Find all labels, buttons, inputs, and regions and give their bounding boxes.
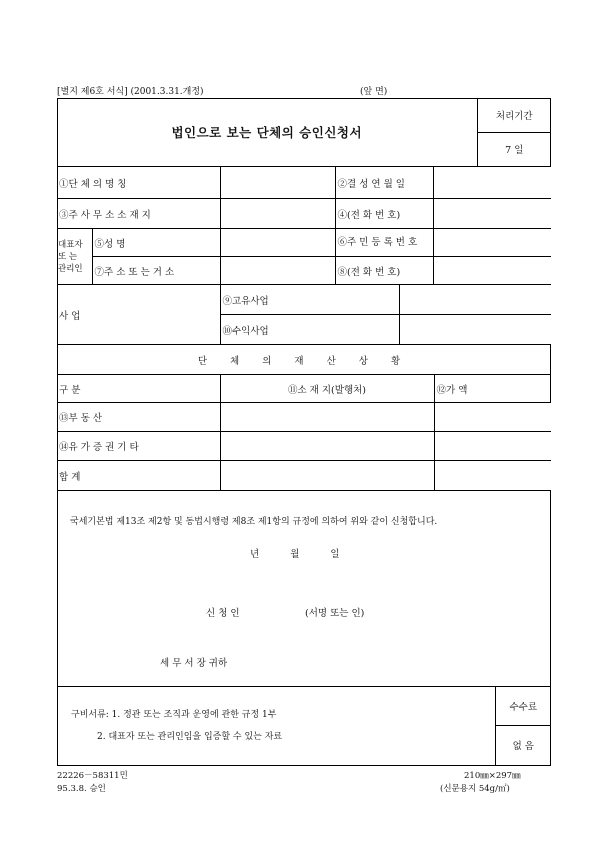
documents-fee-table	[57, 686, 551, 765]
rep-phone-field[interactable]	[433, 257, 551, 285]
rep-phone-label: ⑧(전 화 번 호)	[335, 257, 433, 285]
fee-label: 수수료	[495, 687, 551, 726]
form-title-cell	[57, 98, 477, 166]
location-header: ⑪소 재 지(발행처)	[220, 375, 434, 403]
office-address-label: ③주 사 무 소 소 재 지	[57, 199, 220, 229]
resident-number-field[interactable]	[433, 229, 551, 257]
paper-size: 210㎜×297㎜	[464, 771, 521, 781]
securities-location-field[interactable]	[220, 432, 434, 461]
fee-value: 없 음	[495, 726, 551, 765]
founding-date-field[interactable]	[433, 167, 551, 199]
office-phone-field[interactable]	[433, 199, 551, 229]
total-location-field[interactable]	[220, 461, 434, 491]
office-phone-label: ④(전 화 번 호)	[335, 199, 433, 229]
approval-date: 95.3.8. 승인	[57, 784, 106, 794]
title-block	[57, 98, 551, 167]
unique-business-field[interactable]	[399, 285, 551, 315]
required-documents-line2: 2. 대표자 또는 관리인임을 입증할 수 있는 자료	[97, 731, 283, 742]
date-line: 년 월 일	[250, 549, 354, 560]
assets-section-title-text: 단 체 의 재 산 상 황	[197, 355, 411, 367]
real-estate-value-field[interactable]	[434, 403, 551, 432]
office-address-field[interactable]	[220, 199, 335, 229]
declaration-text: 국세기본법 제13조 제2항 및 동법시행령 제8조 제1항의 규정에 의하여 위와 같이 신청합니다.	[70, 517, 438, 527]
addressee: 세 무 서 장 귀하	[160, 658, 228, 669]
profit-business-label: ⑩수익사업	[220, 315, 399, 345]
rep-name-label: ⑤성 명	[92, 229, 220, 257]
processing-period-label: 처리기간	[477, 98, 551, 132]
required-documents	[57, 687, 495, 765]
form-title: 법인으로 보는 단체의 승인신청서	[171, 124, 363, 140]
profit-business-field[interactable]	[399, 315, 551, 345]
form-code: 22226－58311민	[57, 771, 128, 781]
page-side-label: (앞 면)	[360, 87, 388, 97]
org-name-field[interactable]	[220, 167, 335, 199]
rep-address-label: ⑦주 소 또 는 거 소	[92, 257, 220, 285]
unique-business-label: ⑨고유사업	[220, 285, 399, 315]
value-header: ⑫가 액	[434, 375, 551, 403]
processing-period-value: 7 일	[477, 132, 551, 166]
signature-label: (서명 또는 인)	[305, 608, 365, 619]
total-label: 합 계	[57, 461, 220, 491]
total-value-field[interactable]	[434, 461, 551, 491]
applicant-label: 신 청 인	[206, 608, 240, 619]
representative-label	[57, 229, 92, 285]
category-header: 구 분	[57, 375, 220, 403]
representative-label-line2: 또 는	[58, 251, 78, 262]
founding-date-label: ②결 성 연 월 일	[335, 167, 433, 199]
applicant-name-field[interactable]	[264, 604, 306, 618]
applicant-info-table	[57, 166, 551, 345]
real-estate-label: ⑬부 동 산	[57, 403, 220, 432]
required-documents-line1: 구비서류: 1. 정관 또는 조직과 운영에 관한 규정 1부	[71, 709, 277, 720]
resident-number-label: ⑥주 민 등 록 번 호	[335, 229, 433, 257]
rep-address-field[interactable]	[220, 257, 335, 285]
representative-label-line3: 관리인	[58, 263, 83, 274]
securities-label: ⑭유 가 증 권 기 타	[57, 432, 220, 461]
assets-table	[57, 344, 551, 491]
securities-value-field[interactable]	[434, 432, 551, 461]
org-name-label: ①단 체 의 명 칭	[57, 167, 220, 199]
business-label: 사 업	[57, 285, 220, 345]
rep-name-field[interactable]	[220, 229, 335, 257]
representative-label-line1: 대표자	[58, 239, 83, 250]
paper-type: (신문용지 54g/㎡)	[440, 784, 510, 794]
real-estate-location-field[interactable]	[220, 403, 434, 432]
form-reference: [별지 제6호 서식] (2001.3.31.개정)	[57, 87, 204, 97]
assets-section-title	[57, 345, 551, 375]
